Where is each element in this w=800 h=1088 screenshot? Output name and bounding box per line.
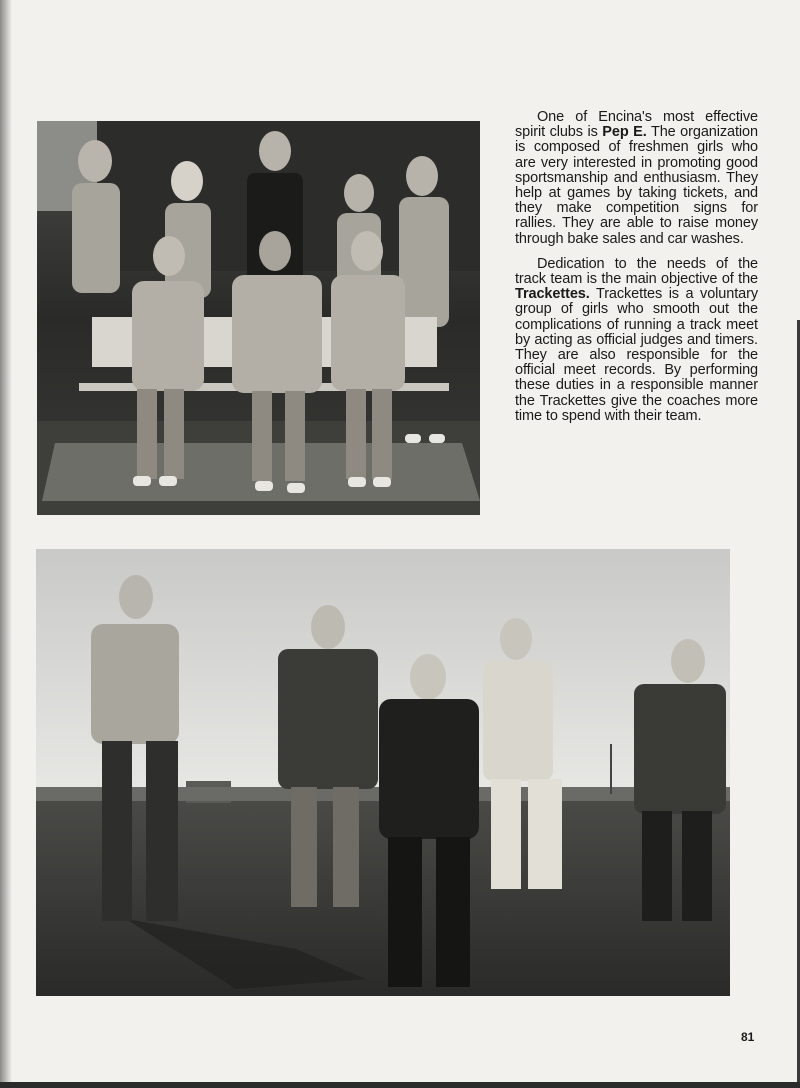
article-text [515,110,758,434]
paragraph-trackettes [515,257,758,424]
paragraph-text: Trackettes is a voluntary group of girls who smooth out the complications of running a track meet by acting as official judges and timers. They are also responsible for the official meet records. By performing these duties in a responsible manner the Trackettes give the coaches more time to spend with their team. [515,286,758,424]
paragraph-text: The organization is composed of freshmen girls who are very interested in promoting good sportsmanship and enthusiasm. They help at games by taking tickets, and they make competition signs for rallies. They are able to raise money through bake sales and car washes. [515,124,758,247]
trackettes-group-photo [36,549,730,996]
club-name-bold: Trackettes. [515,286,590,303]
pep-e-group-photo [37,121,480,515]
club-name-bold: Pep E. [602,124,647,141]
page-number: 81 [741,1030,755,1044]
paragraph-text: Dedication to the needs of the track team is the main objective of the [515,255,758,288]
paragraph-pep-e [515,110,758,247]
trackettes-photo-art [36,549,730,996]
paragraph-text: One of Encina's most effective spirit clubs is [515,109,758,141]
binding-gutter [0,0,12,1088]
pep-e-photo-art [37,121,480,515]
page-bottom-shadow [0,1082,800,1088]
